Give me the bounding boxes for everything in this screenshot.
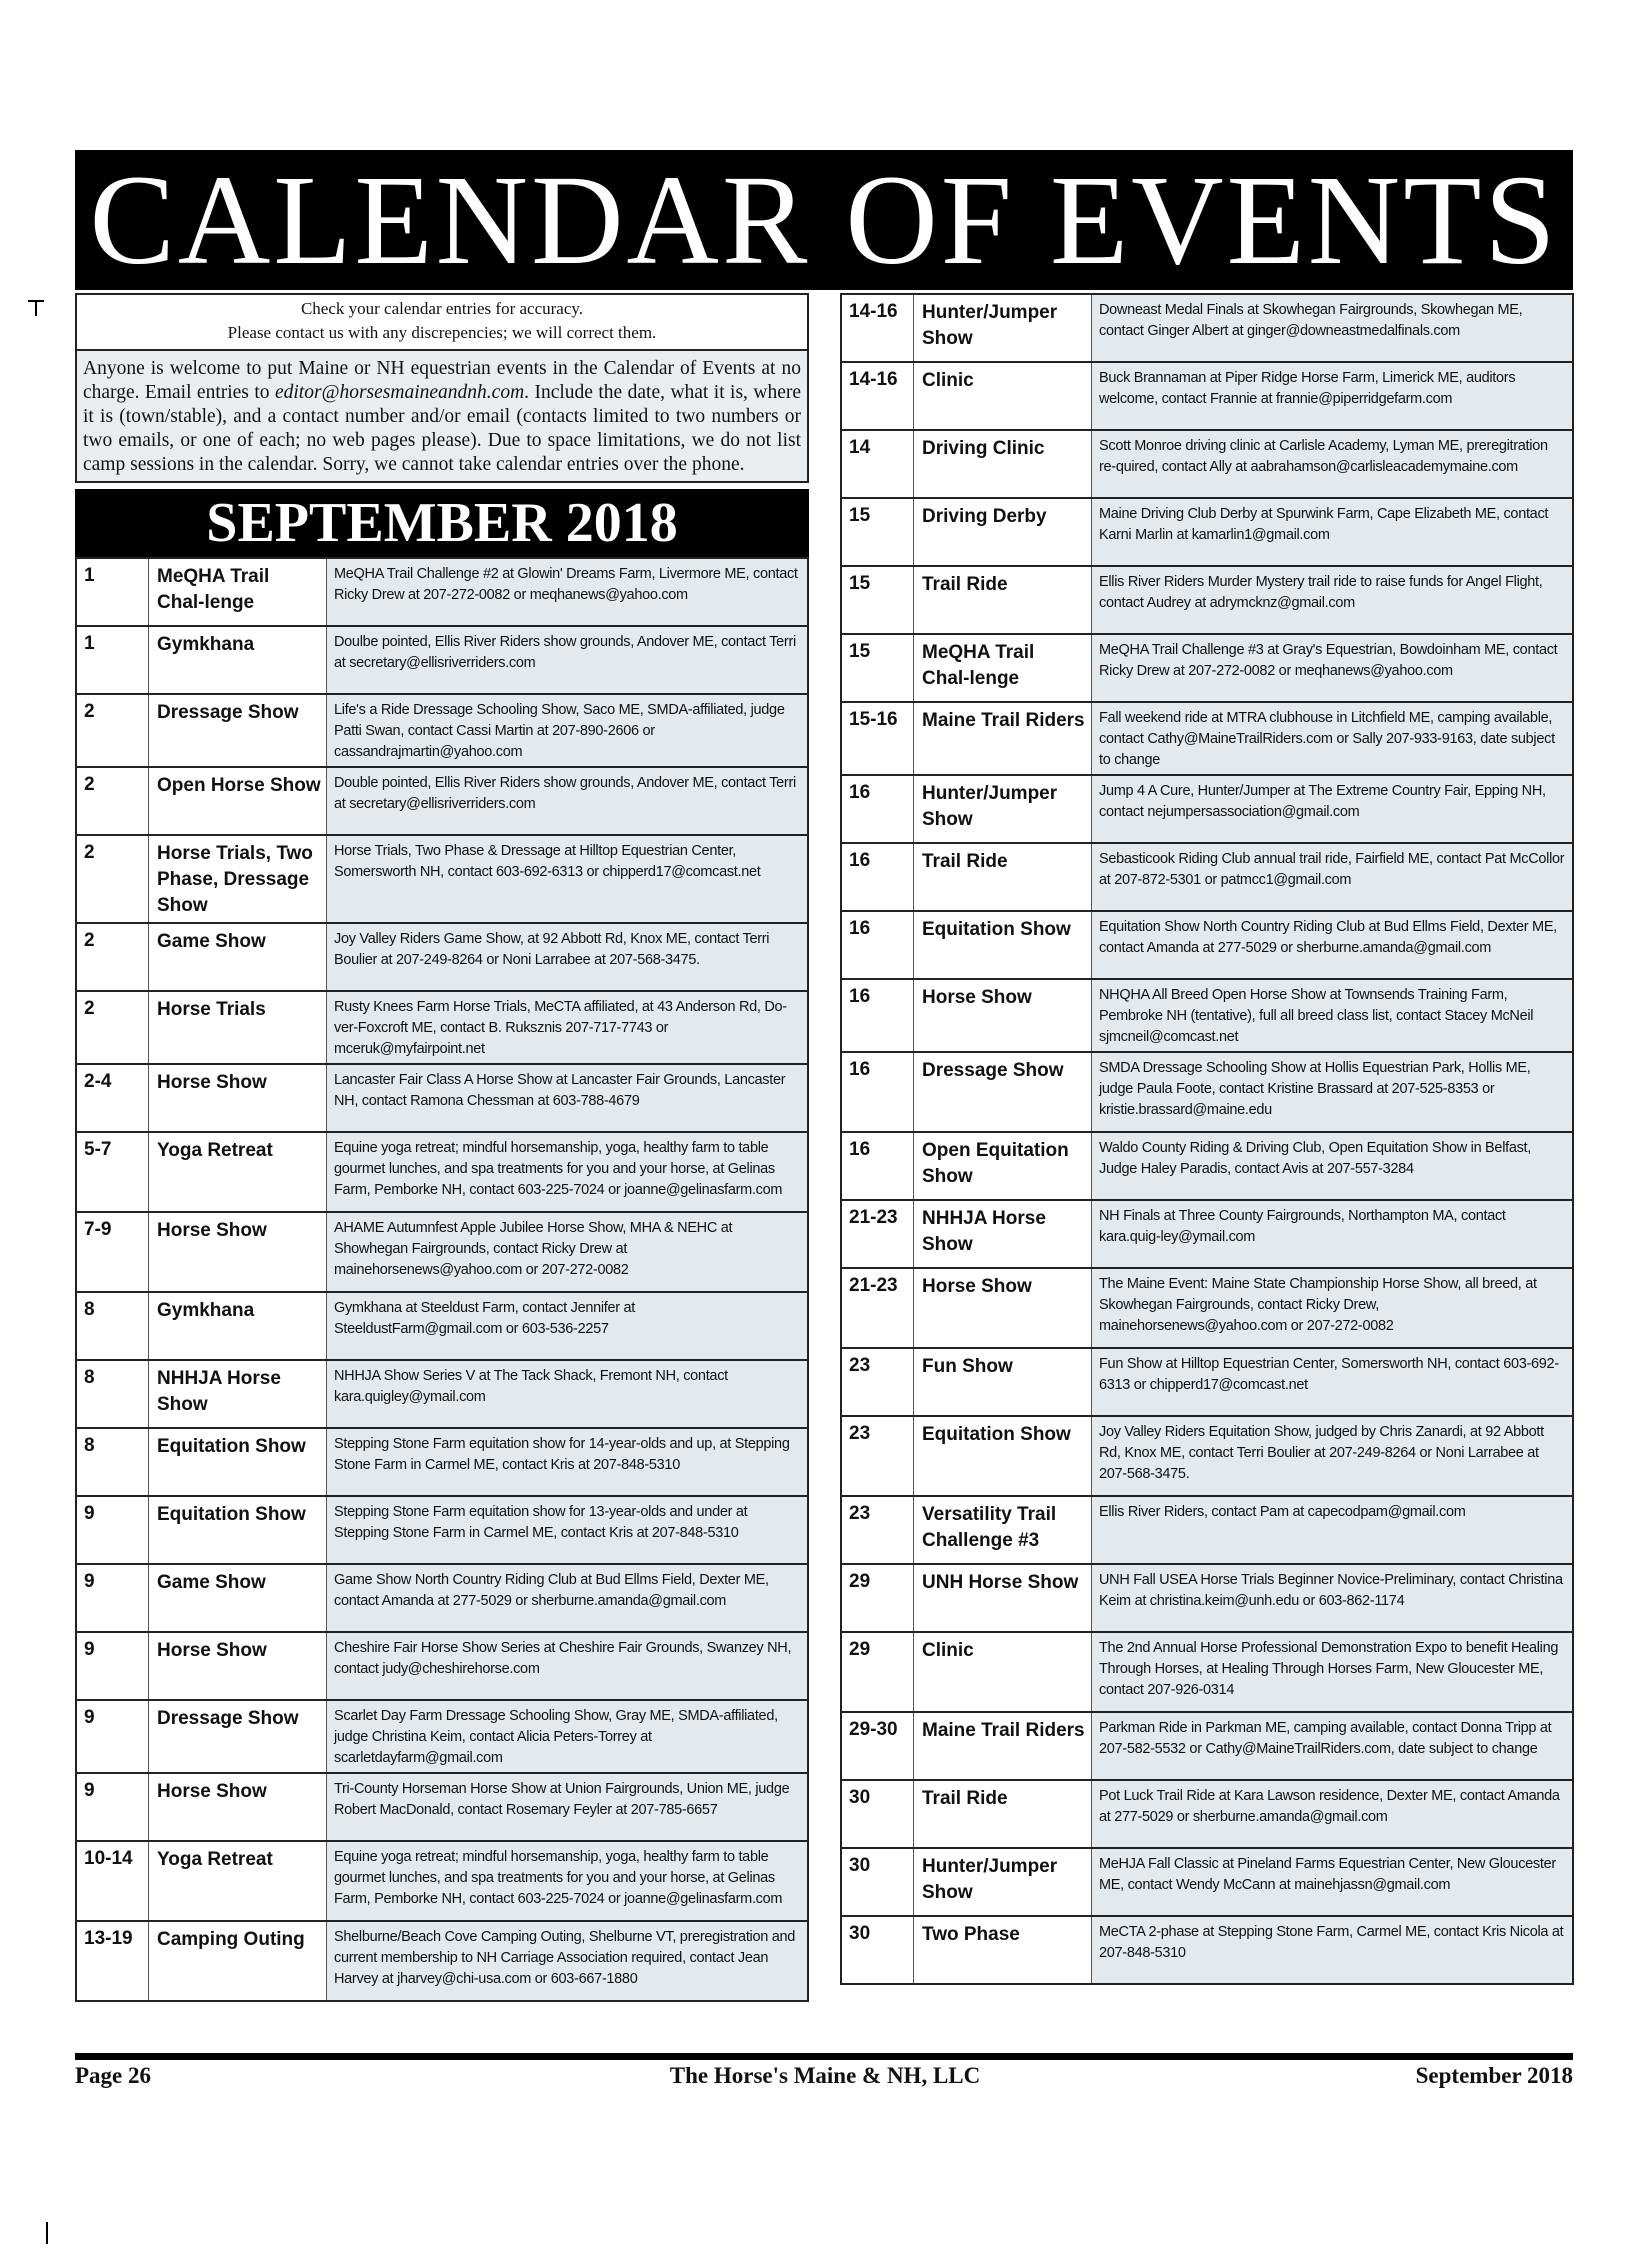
event-row: [75, 1922, 809, 2002]
event-type: Game Show: [149, 924, 327, 990]
event-date: 21-23: [842, 1269, 914, 1347]
event-description: Downeast Medal Finals at Skowhegan Fairgrounds, Skowhegan ME, contact Ginger Albert at ginger@downeastmedalfinals.com: [1092, 295, 1572, 361]
event-type: Horse Trials: [149, 992, 327, 1063]
crop-mark: [46, 2222, 48, 2244]
event-row: [75, 1565, 809, 1633]
event-date: 9: [77, 1497, 149, 1563]
event-date: 16: [842, 1053, 914, 1131]
event-type: Open Equitation Show: [914, 1133, 1092, 1199]
event-type: Yoga Retreat: [149, 1133, 327, 1211]
event-row: [840, 1565, 1574, 1633]
event-description: SMDA Dressage Schooling Show at Hollis Equestrian Park, Hollis ME, judge Paula Foote, contact Kristine Brassard at 207-525-8353 or kristie.brassard@maine.edu: [1092, 1053, 1572, 1131]
event-type: Gymkhana: [149, 1293, 327, 1359]
event-description: Lancaster Fair Class A Horse Show at Lancaster Fair Grounds, Lancaster NH, contact Ramona Chessman at 603-788-4679: [327, 1065, 807, 1131]
event-row: [75, 627, 809, 695]
info-text: . Include the date, what it is, where it is (town/stable), and a contact number and/or email (contacts limited to two numbers or two emails, or one of each; no web pages please). Due to space limitations, we do not list camp sessions in the calendar. Sorry, we cannot take calendar entries over the phone.: [83, 382, 802, 475]
editor-email: editor@horsesmaineandnh.com: [274, 382, 525, 403]
event-description: Stepping Stone Farm equitation show for 14-year-olds and up, at Stepping Stone Farm in Carmel ME, contact Kris at 207-848-5310: [327, 1429, 807, 1495]
event-description: Joy Valley Riders Game Show, at 92 Abbott Rd, Knox ME, contact Terri Boulier at 207-249-8264 or Noni Larrabee at 207-568-3475.: [327, 924, 807, 990]
event-date: 29: [842, 1565, 914, 1631]
event-date: 9: [77, 1565, 149, 1631]
event-description: Horse Trials, Two Phase & Dressage at Hilltop Equestrian Center, Somersworth NH, contact 603-692-6313 or chipperd17@comcast.net: [327, 836, 807, 922]
event-row: [75, 557, 809, 627]
month-heading: SEPTEMBER 2018: [75, 489, 809, 557]
event-type: Equitation Show: [914, 1417, 1092, 1495]
event-type: Maine Trail Riders: [914, 1713, 1092, 1779]
right-column: [840, 293, 1574, 1985]
footer-rule: [75, 2053, 1573, 2060]
event-type: Open Horse Show: [149, 768, 327, 834]
event-row: [840, 1133, 1574, 1201]
event-date: 14-16: [842, 295, 914, 361]
event-date: 2: [77, 836, 149, 922]
event-type: Versatility Trail Challenge #3: [914, 1497, 1092, 1563]
event-type: Driving Derby: [914, 499, 1092, 565]
event-description: NHHJA Show Series V at The Tack Shack, Fremont NH, contact kara.quigley@ymail.com: [327, 1361, 807, 1427]
event-row: [75, 695, 809, 768]
event-row: [840, 1349, 1574, 1417]
event-list-right: [840, 293, 1574, 1985]
event-description: AHAME Autumnfest Apple Jubilee Horse Show, MHA & NEHC at Showhegan Fairgrounds, contact Ricky Drew at mainehorsenews@yahoo.com or 207-272-0082: [327, 1213, 807, 1291]
event-list-left: [75, 557, 809, 2002]
event-row: [840, 1713, 1574, 1781]
event-description: Maine Driving Club Derby at Spurwink Farm, Cape Elizabeth ME, contact Karni Marlin at kamarlin1@gmail.com: [1092, 499, 1572, 565]
page-title: CALENDAR OF EVENTS: [75, 150, 1573, 290]
event-type: Game Show: [149, 1565, 327, 1631]
event-date: 8: [77, 1429, 149, 1495]
event-row: [840, 1497, 1574, 1565]
event-type: Dressage Show: [914, 1053, 1092, 1131]
event-description: Parkman Ride in Parkman ME, camping available, contact Donna Tripp at 207-582-5532 or Cathy@MaineTrailRiders.com, date subject to change: [1092, 1713, 1572, 1779]
event-description: Fun Show at Hilltop Equestrian Center, Somersworth NH, contact 603-692-6313 or chipperd17@comcast.net: [1092, 1349, 1572, 1415]
event-date: 2: [77, 924, 149, 990]
event-date: 15: [842, 635, 914, 701]
notice-line: Check your calendar entries for accuracy.: [300, 299, 584, 318]
event-date: 16: [842, 844, 914, 910]
event-description: Ellis River Riders, contact Pam at capecodpam@gmail.com: [1092, 1497, 1572, 1563]
event-type: NHHJA Horse Show: [149, 1361, 327, 1427]
event-description: MeHJA Fall Classic at Pineland Farms Equestrian Center, New Gloucester ME, contact Wendy McCann at mainehjassn@gmail.com: [1092, 1849, 1572, 1915]
left-column: [75, 293, 809, 2002]
event-description: Scarlet Day Farm Dressage Schooling Show, Gray ME, SMDA-affiliated, judge Christina Keim, contact Alicia Peters-Torrey at scarletdayfarm@gmail.com: [327, 1701, 807, 1772]
event-date: 23: [842, 1417, 914, 1495]
event-date: 9: [77, 1633, 149, 1699]
event-type: Horse Trials, Two Phase, Dressage Show: [149, 836, 327, 922]
event-description: Game Show North Country Riding Club at Bud Ellms Field, Dexter ME, contact Amanda at 277-5029 or sherburne.amanda@gmail.com: [327, 1565, 807, 1631]
event-description: Shelburne/Beach Cove Camping Outing, Shelburne VT, preregistration and current membership to NH Carriage Association required, contact Jean Harvey at jharvey@chi-usa.com or 603-667-1880: [327, 1922, 807, 2000]
event-date: 1: [77, 559, 149, 625]
event-type: Horse Show: [914, 1269, 1092, 1347]
info-text: Anyone is welcome to put Maine or NH equestrian events in the Calendar of Events at no charge. Email entries to: [83, 358, 801, 403]
publisher-name: The Horse's Maine & NH, LLC: [669, 2063, 981, 2088]
event-date: 16: [842, 912, 914, 978]
event-row: [840, 635, 1574, 703]
page-number: Page 26: [75, 2063, 152, 2088]
event-description: Fall weekend ride at MTRA clubhouse in Litchfield ME, camping available, contact Cathy@MaineTrailRiders.com or Sally 207-933-9163, date subject to change: [1092, 703, 1572, 774]
event-date: 9: [77, 1774, 149, 1840]
event-date: 5-7: [77, 1133, 149, 1211]
event-row: [840, 1201, 1574, 1269]
event-type: Driving Clinic: [914, 431, 1092, 497]
event-description: Doulbe pointed, Ellis River Riders show grounds, Andover ME, contact Terri at secretary@ellisriverriders.com: [327, 627, 807, 693]
event-type: Equitation Show: [914, 912, 1092, 978]
event-date: 10-14: [77, 1842, 149, 1920]
event-row: [840, 363, 1574, 431]
event-row: [840, 980, 1574, 1053]
event-type: Hunter/Jumper Show: [914, 1849, 1092, 1915]
event-date: 16: [842, 980, 914, 1051]
event-row: [75, 1701, 809, 1774]
event-row: [75, 768, 809, 836]
event-description: Ellis River Riders Murder Mystery trail ride to raise funds for Angel Flight, contact Audrey at adrymcknz@gmail.com: [1092, 567, 1572, 633]
event-row: [840, 293, 1574, 363]
event-description: Joy Valley Riders Equitation Show, judged by Chris Zanardi, at 92 Abbott Rd, Knox ME, contact Terri Boulier at 207-249-8264 or Noni Larrabee at 207-568-3475.: [1092, 1417, 1572, 1495]
event-date: 15-16: [842, 703, 914, 774]
event-type: Hunter/Jumper Show: [914, 776, 1092, 842]
event-row: [840, 844, 1574, 912]
event-type: Hunter/Jumper Show: [914, 295, 1092, 361]
event-type: NHHJA Horse Show: [914, 1201, 1092, 1267]
event-type: Trail Ride: [914, 567, 1092, 633]
crop-mark: [28, 300, 44, 316]
event-description: The 2nd Annual Horse Professional Demonstration Expo to benefit Healing Through Horses, at Healing Through Horses Farm, New Gloucester ME, contact 207-926-0314: [1092, 1633, 1572, 1711]
event-description: Waldo County Riding & Driving Club, Open Equitation Show in Belfast, Judge Haley Paradis, contact Avis at 207-557-3284: [1092, 1133, 1572, 1199]
event-date: 2-4: [77, 1065, 149, 1131]
event-type: Fun Show: [914, 1349, 1092, 1415]
event-description: Gymkhana at Steeldust Farm, contact Jennifer at SteeldustFarm@gmail.com or 603-536-2257: [327, 1293, 807, 1359]
event-type: Trail Ride: [914, 844, 1092, 910]
event-description: Buck Brannaman at Piper Ridge Horse Farm, Limerick ME, auditors welcome, contact Frannie at frannie@piperridgefarm.com: [1092, 363, 1572, 429]
event-date: 2: [77, 695, 149, 766]
event-description: NHQHA All Breed Open Horse Show at Townsends Training Farm, Pembroke NH (tentative), full all breed class list, contact Stacey McNeil sjmcneil@comcast.net: [1092, 980, 1572, 1051]
event-row: [75, 1293, 809, 1361]
event-description: NH Finals at Three County Fairgrounds, Northampton MA, contact kara.quig-ley@ymail.com: [1092, 1201, 1572, 1267]
event-date: 23: [842, 1497, 914, 1563]
event-row: [840, 912, 1574, 980]
event-date: 21-23: [842, 1201, 914, 1267]
event-date: 15: [842, 567, 914, 633]
event-description: Equitation Show North Country Riding Club at Bud Ellms Field, Dexter ME, contact Amanda at 277-5029 or sherburne.amanda@gmail.com: [1092, 912, 1572, 978]
event-description: MeQHA Trail Challenge #3 at Gray's Equestrian, Bowdoinham ME, contact Ricky Drew at 207-272-0082 or meqhanews@yahoo.com: [1092, 635, 1572, 701]
event-type: Maine Trail Riders: [914, 703, 1092, 774]
event-type: Equitation Show: [149, 1429, 327, 1495]
event-type: Dressage Show: [149, 1701, 327, 1772]
event-date: 23: [842, 1349, 914, 1415]
event-type: Two Phase: [914, 1917, 1092, 1983]
event-type: Dressage Show: [149, 695, 327, 766]
event-row: [75, 1497, 809, 1565]
event-type: Equitation Show: [149, 1497, 327, 1563]
event-row: [840, 1417, 1574, 1497]
event-row: [840, 499, 1574, 567]
event-description: Stepping Stone Farm equitation show for 13-year-olds and under at Stepping Stone Farm in Carmel ME, contact Kris at 207-848-5310: [327, 1497, 807, 1563]
event-date: 2: [77, 992, 149, 1063]
event-row: [75, 1361, 809, 1429]
event-description: Scott Monroe driving clinic at Carlisle Academy, Lyman ME, preregitration re-quired, contact Ally at aabrahamson@carlisleacademymaine.com: [1092, 431, 1572, 497]
event-date: 30: [842, 1917, 914, 1983]
event-date: 9: [77, 1701, 149, 1772]
event-description: MeCTA 2-phase at Stepping Stone Farm, Carmel ME, contact Kris Nicola at 207-848-5310: [1092, 1917, 1572, 1983]
event-description: Jump 4 A Cure, Hunter/Jumper at The Extreme Country Fair, Epping NH, contact nejumpersassociation@gmail.com: [1092, 776, 1572, 842]
event-row: [840, 1269, 1574, 1349]
event-row: [75, 924, 809, 992]
event-row: [840, 1781, 1574, 1849]
event-description: The Maine Event: Maine State Championship Horse Show, all breed, at Skowhegan Fairgrounds, contact Ricky Drew, mainehorsenews@yahoo.com or 207-272-0082: [1092, 1269, 1572, 1347]
event-date: 2: [77, 768, 149, 834]
event-row: [75, 1842, 809, 1922]
event-row: [840, 703, 1574, 776]
event-date: 29: [842, 1633, 914, 1711]
event-type: Trail Ride: [914, 1781, 1092, 1847]
event-description: Tri-County Horseman Horse Show at Union Fairgrounds, Union ME, judge Robert MacDonald, contact Rosemary Feyler at 207-785-6657: [327, 1774, 807, 1840]
event-type: Clinic: [914, 1633, 1092, 1711]
event-row: [840, 431, 1574, 499]
event-description: Pot Luck Trail Ride at Kara Lawson residence, Dexter ME, contact Amanda at 277-5029 or sherburne.amanda@gmail.com: [1092, 1781, 1572, 1847]
event-row: [75, 836, 809, 924]
event-date: 8: [77, 1293, 149, 1359]
event-type: UNH Horse Show: [914, 1565, 1092, 1631]
event-type: Camping Outing: [149, 1922, 327, 2000]
event-date: 30: [842, 1781, 914, 1847]
event-row: [75, 1633, 809, 1701]
event-description: Equine yoga retreat; mindful horsemanship, yoga, healthy farm to table gourmet lunches, and spa treatments for you and your horse, at Gelinas Farm, Pemborke NH, contact 603-225-7024 or joanne@gelinasfarm.com: [327, 1842, 807, 1920]
event-description: Double pointed, Ellis River Riders show grounds, Andover ME, contact Terri at secretary@ellisriverriders.com: [327, 768, 807, 834]
event-row: [840, 1633, 1574, 1713]
event-row: [75, 1774, 809, 1842]
event-date: 13-19: [77, 1922, 149, 2000]
event-row: [75, 992, 809, 1065]
event-row: [840, 1849, 1574, 1917]
event-row: [75, 1065, 809, 1133]
event-description: MeQHA Trail Challenge #2 at Glowin' Dreams Farm, Livermore ME, contact Ricky Drew at 207-272-0082 or meqhanews@yahoo.com: [327, 559, 807, 625]
event-description: UNH Fall USEA Horse Trials Beginner Novice-Preliminary, contact Christina Keim at christina.keim@unh.edu or 603-862-1174: [1092, 1565, 1572, 1631]
event-date: 14: [842, 431, 914, 497]
event-date: 15: [842, 499, 914, 565]
event-date: 30: [842, 1849, 914, 1915]
event-type: Horse Show: [149, 1633, 327, 1699]
notice-line: Please contact us with any discrepencies; we will correct them.: [227, 323, 657, 342]
event-date: 8: [77, 1361, 149, 1427]
issue-date: September 2018: [1415, 2063, 1573, 2088]
event-row: [75, 1133, 809, 1213]
submission-info: [75, 351, 809, 483]
event-description: Rusty Knees Farm Horse Trials, MeCTA affiliated, at 43 Anderson Rd, Do-ver-Foxcroft ME, contact B. Ruksznis 207-717-7743 or mceruk@myfairpoint.net: [327, 992, 807, 1063]
event-type: Yoga Retreat: [149, 1842, 327, 1920]
event-date: 14-16: [842, 363, 914, 429]
event-row: [840, 567, 1574, 635]
event-description: Life's a Ride Dressage Schooling Show, Saco ME, SMDA-affiliated, judge Patti Swan, contact Cassi Martin at 207-890-2606 or cassandrajmartin@yahoo.com: [327, 695, 807, 766]
event-row: [840, 1053, 1574, 1133]
event-row: [75, 1429, 809, 1497]
event-type: MeQHA Trail Chal-lenge: [914, 635, 1092, 701]
event-type: Horse Show: [149, 1213, 327, 1291]
event-type: Horse Show: [149, 1774, 327, 1840]
event-type: Clinic: [914, 363, 1092, 429]
event-type: Horse Show: [914, 980, 1092, 1051]
event-type: MeQHA Trail Chal-lenge: [149, 559, 327, 625]
event-description: Equine yoga retreat; mindful horsemanship, yoga, healthy farm to table gourmet lunches, and spa treatments for you and your horse, at Gelinas Farm, Pemborke NH, contact 603-225-7024 or joanne@gelinasfarm.com: [327, 1133, 807, 1211]
event-description: Sebasticook Riding Club annual trail ride, Fairfield ME, contact Pat McCollor at 207-872-5301 or patmcc1@gmail.com: [1092, 844, 1572, 910]
event-date: 16: [842, 776, 914, 842]
event-row: [840, 1917, 1574, 1985]
event-type: Horse Show: [149, 1065, 327, 1131]
event-description: Cheshire Fair Horse Show Series at Cheshire Fair Grounds, Swanzey NH, contact judy@cheshirehorse.com: [327, 1633, 807, 1699]
event-row: [840, 776, 1574, 844]
event-date: 7-9: [77, 1213, 149, 1291]
event-date: 29-30: [842, 1713, 914, 1779]
event-date: 1: [77, 627, 149, 693]
accuracy-notice: [75, 293, 809, 351]
event-date: 16: [842, 1133, 914, 1199]
event-row: [75, 1213, 809, 1293]
event-type: Gymkhana: [149, 627, 327, 693]
